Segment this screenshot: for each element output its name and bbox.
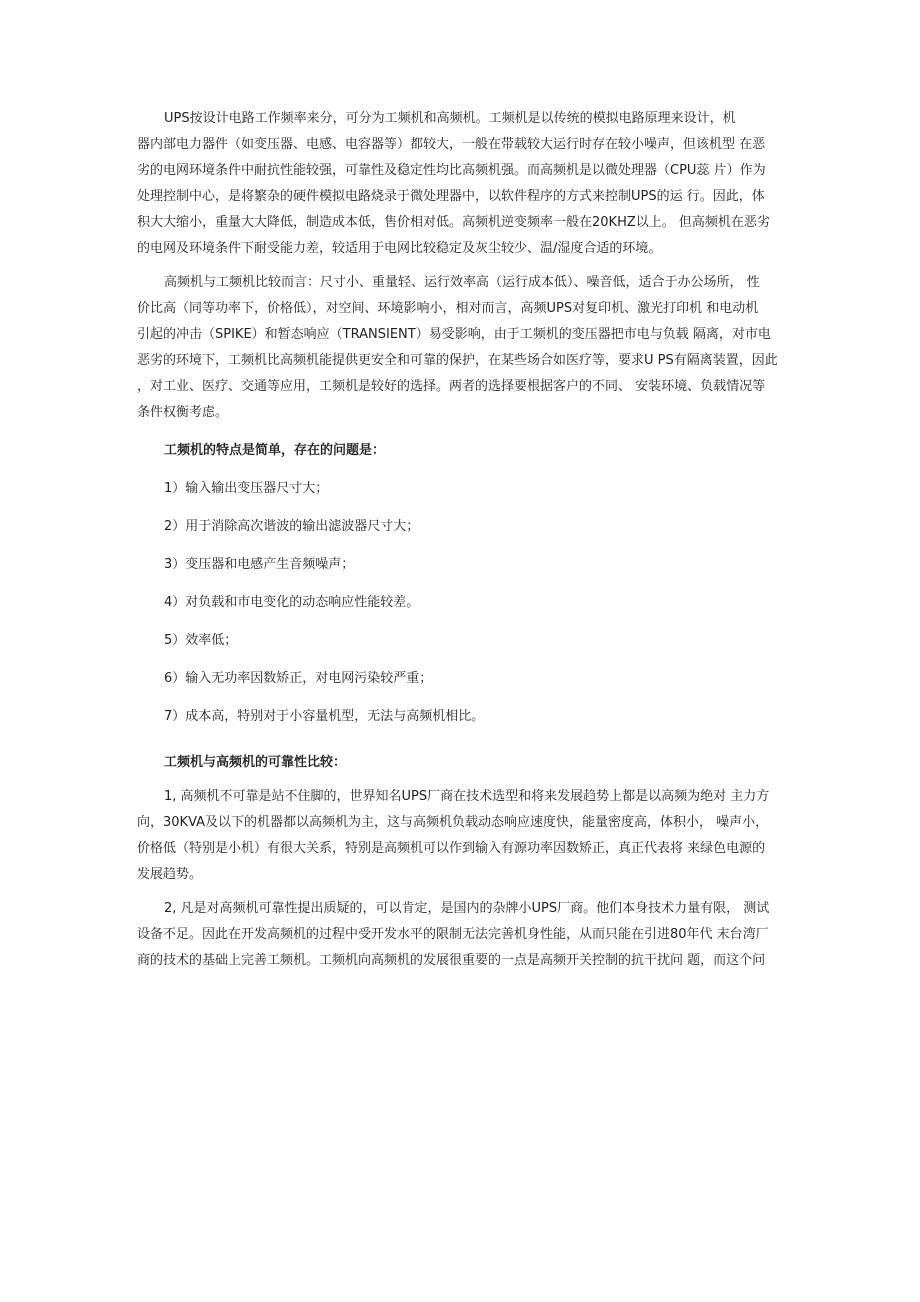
text-line: 设备不足。因此在开发高频机的过程中受开发水平的限制无法完善机身性能，从而只能在引进80年代 末台湾厂	[137, 927, 769, 942]
text-line: 劣的电网环境条件中耐抗性能较强，可靠性及稳定性均比高频机强。而高频机是以微处理器（CPU蕊 片）作为	[137, 163, 766, 178]
text-line: 发展趋势。	[137, 867, 203, 882]
list-item: 7）成本高，特别对于小容量机型，无法与高频机相比。	[164, 709, 485, 724]
text-line: 器内部电力器件（如变压器、电感、电容器等）都较大，一般在带载较大运行时存在较小噪声，但该机型 在恶	[137, 137, 766, 152]
reliability-heading: 工频机与高频机的可靠性比较：	[164, 755, 347, 770]
text-line: 价格低（特别是小机）有很大关系，特别是高频机可以作到输入有源功率因数矫正，真正代表将 来绿色电源的	[137, 841, 766, 856]
text-line: 引起的冲击（SPIKE）和暂态响应（TRANSIENT）易受影响，由于工频机的变压器把市电与负载 隔离，对市电	[137, 327, 771, 342]
features-list	[137, 476, 794, 730]
list-item: 3）变压器和电感产生音频噪声；	[164, 557, 355, 572]
text-line: 恶劣的环境下，工频机比高频机能提供更安全和可靠的保护，在某些场合如医疗等，要求U PS有隔离装置，因此	[137, 353, 778, 368]
list-item: 4）对负载和市电变化的动态响应性能较差。	[164, 595, 420, 610]
text-line: UPS按设计电路工作频率来分，可分为工频机和高频机。工频机是以传统的模拟电路原理来设计，机	[164, 111, 736, 126]
list-item: 1）输入输出变压器尺寸大；	[164, 481, 329, 496]
text-line: 价比高（同等功率下，价格低），对空间、环境影响小，相对而言，高频UPS对复印机、激光打印机 和电动机	[137, 301, 759, 316]
list-item: 2）用于消除高次谐波的输出滤波器尺寸大；	[164, 519, 420, 534]
text-line: 积大大缩小，重量大大降低，制造成本低，售价相对低。高频机逆变频率一般在20KHZ以上。 但高频机在恶劣	[137, 215, 770, 230]
text-line: 的电网及环境条件下耐受能力差，较适用于电网比较稳定及灰尘较少、温/湿度合适的环境。	[137, 241, 662, 256]
text-line: 条件权衡考虑。	[137, 405, 229, 420]
text-line: ，对工业、医疗、交通等应用，工频机是较好的选择。两者的选择要根据客户的不同、 安装环境、负载情况等	[137, 379, 766, 394]
features-heading: 工频机的特点是简单，存在的问题是：	[164, 443, 386, 458]
text-line: 向，30KVA及以下的机器都以高频机为主，这与高频机负载动态响应速度快，能量密度高，体积小， 噪声小，	[137, 815, 769, 830]
intro-paragraph	[137, 106, 794, 262]
text-line: 2, 凡是对高频机可靠性提出质疑的，可以肯定，是国内的杂牌小UPS厂商。他们本身技术力量有限， 测试	[164, 901, 770, 916]
list-item: 5）效率低；	[164, 633, 238, 648]
reliability-point-1	[137, 784, 794, 888]
text-line: 商的技术的基础上完善工频机。工频机向高频机的发展很重要的一点是高频开关控制的抗干扰问 题，而这个问	[137, 953, 766, 968]
text-line: 1, 高频机不可靠是站不住脚的，世界知名UPS厂商在技术选型和将来发展趋势上都是以高频为绝对 主力方	[164, 789, 770, 804]
text-line: 高频机与工频机比较而言：尺寸小、重量轻、运行效率高（运行成本低）、噪音低，适合于办公场所， 性	[164, 275, 760, 290]
reliability-point-2	[137, 896, 794, 974]
text-line: 处理控制中心，是将繁杂的硬件模拟电路烧录于微处理器中，以软件程序的方式来控制UPS的运 行。因此，体	[137, 189, 765, 204]
comparison-paragraph	[137, 270, 794, 426]
list-item: 6）输入无功率因数矫正，对电网污染较严重；	[164, 671, 433, 686]
